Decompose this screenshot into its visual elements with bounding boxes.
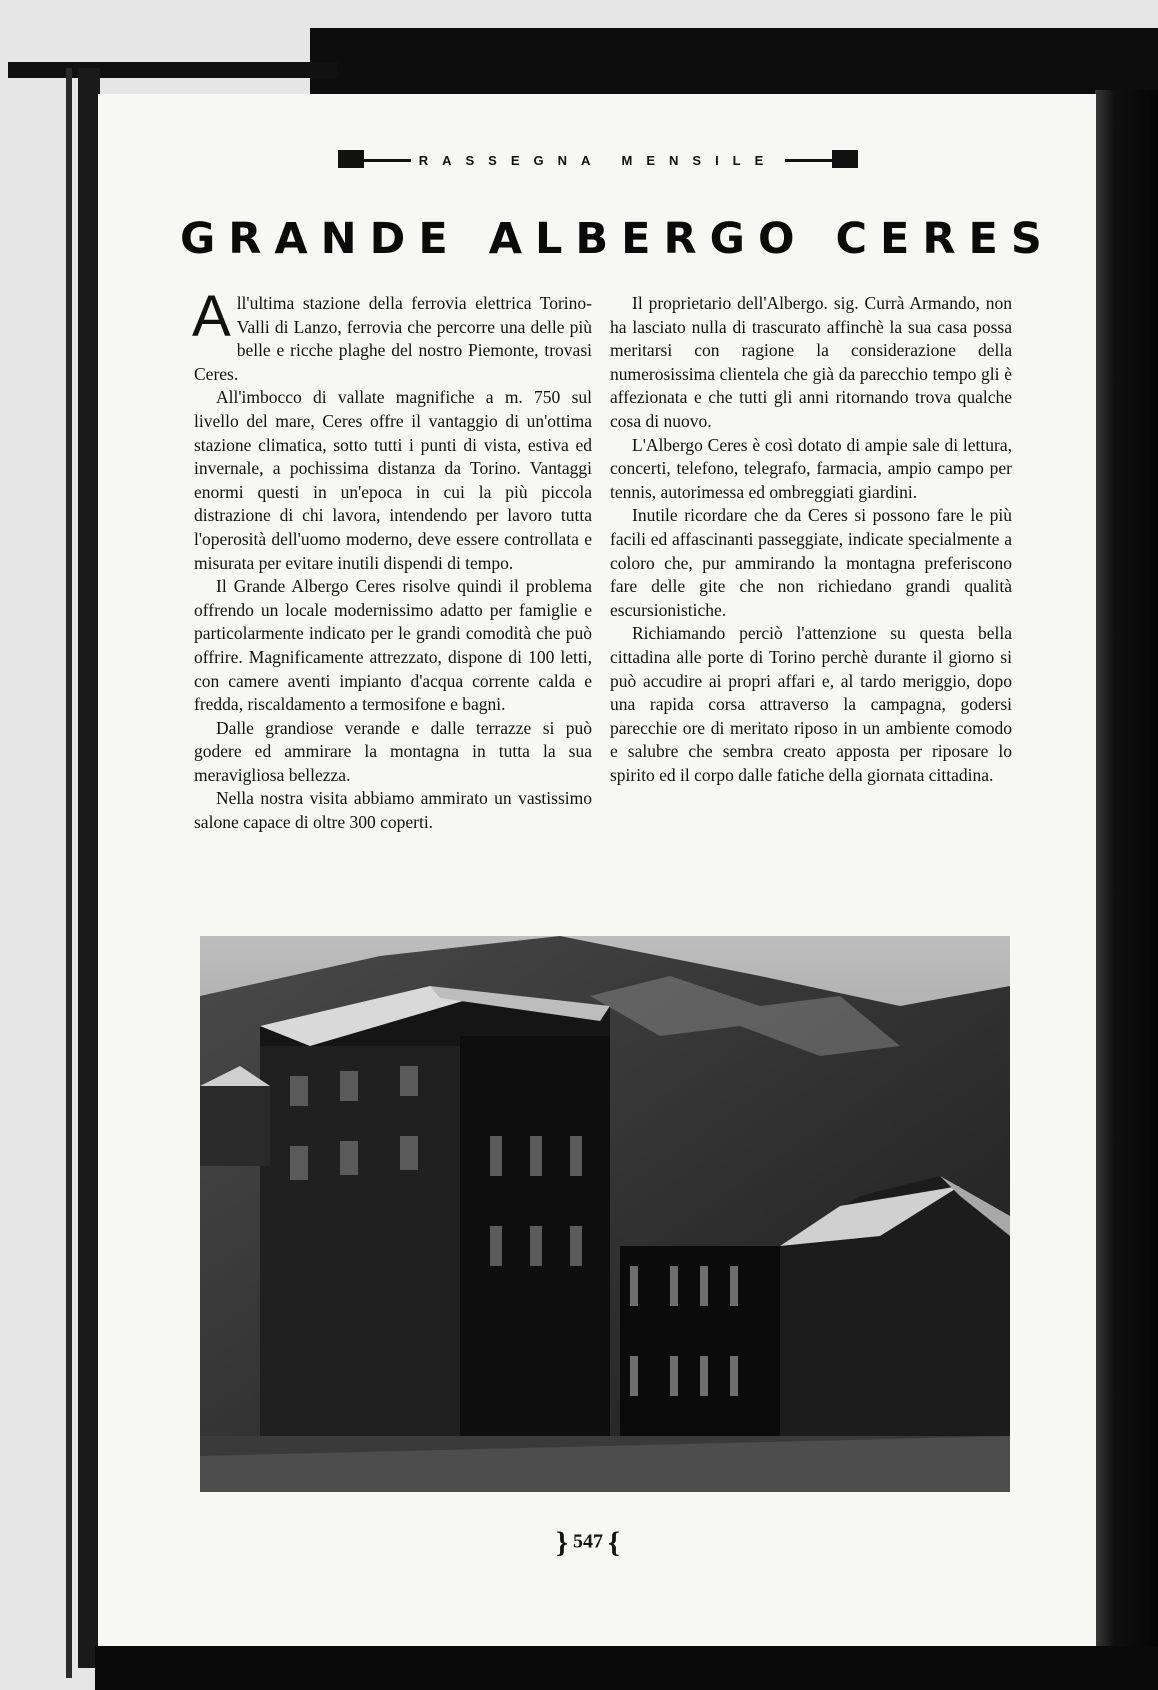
article-title: GRANDE ALBERGO CERES [180, 214, 1055, 264]
magazine-page [98, 94, 1096, 1646]
running-title: RASSEGNA MENSILE [411, 153, 786, 168]
hotel-photo-image [200, 936, 1010, 1492]
paragraph-text: ll'ultima stazione della ferrovia elettrica Torino-Valli di Lanzo, ferrovia che percorre una delle più belle e ricche plaghe del nostro Piemonte, trovasi Ceres. [194, 293, 592, 384]
scan-bottom-shadow [95, 1646, 1158, 1690]
scan-left-line [66, 68, 72, 1678]
drop-cap: A [192, 284, 231, 349]
paragraph: Nella nostra visita abbiamo ammirato un vastissimo salone capace di oltre 300 coperti. [194, 788, 592, 833]
header-mark-right [832, 150, 858, 168]
paragraph: L'Albergo Ceres è così dotato di ampie sale di lettura, concerti, telefono, telegrafo, farmacia, ampio campo per tennis, autorimessa ed ombreggiati giardini. [610, 434, 1012, 502]
paragraph: Il Grande Albergo Ceres risolve quindi il problema offrendo un locale modernissimo adatto per famiglie e particolarmente indicato per le grandi comodità che può offrire. Magnificamente attrezzato, dispone di 100 letti, con camere aventi impianto d'acqua corrente calda e fredda, riscaldamento a termosifone e bagni. [194, 576, 592, 715]
header-mark-left [338, 150, 364, 168]
paragraph: Dalle grandiose verande e dalle terrazze si può godere ed ammirare la montagna in tutta la sua meravigliosa bellezza. [194, 717, 592, 785]
page-number [528, 1526, 648, 1560]
left-column [192, 284, 592, 835]
paragraph: Richiamando perciò l'attenzione su questa bella cittadina alle porte di Torino perchè durante il giorno si può accudire ai propri affari e, al tardo meriggio, dopo una rapida corsa attraverso la campagna, godersi parecchie ore di meritato riposo in un ambiente comodo e salubre che sembra creato apposta per riposare lo spirito ed il corpo dalle fatiche della giornata cittadina. [610, 623, 1012, 785]
paragraph: Il proprietario dell'Albergo. sig. Currà Armando, non ha lasciato nulla di trascurato affinchè la sua casa possa meritarsi con ragione la considerazione della numerosissima clientela che già da parecchio tempo gli è affezionata e che tutti gli anni ritornando trova qualche cosa di nuovo. [610, 293, 1012, 431]
bracket-right-icon: { [608, 1526, 620, 1559]
right-column [610, 292, 1012, 787]
paragraph: Inutile ricordare che da Ceres si possono fare le più facili ed affascinanti passeggiate, indicate specialmente a coloro che, pur ammirando la montagna preferiscono fare delle gite che non richiedano grandi qualità escursionistiche. [610, 505, 1012, 620]
hotel-photo-illustration [200, 936, 1010, 1492]
paragraph: All'imbocco di vallate magnifiche a m. 750 sul livello del mare, Ceres offre il vantaggio di un'ottima stazione climatica, sotto tutti i punti di vista, estiva ed invernale, a pochissima distanza da Torino. Vantaggi enormi questi in un'epoca in cui la più piccola distrazione di chi lavora, intendendo per lavoro tutta l'operosità dell'uomo moderno, deve essere controllata e misurata per evitare inutili dispendi di tempo. [194, 387, 592, 573]
scan-top-shadow [310, 28, 1158, 96]
scan-top-line [8, 62, 338, 78]
scan-left-shadow [78, 68, 100, 1668]
scan-right-shadow [1095, 90, 1158, 1690]
paragraph [192, 284, 592, 386]
bracket-left-icon: } [556, 1526, 568, 1559]
page-number-text: 547 [573, 1530, 603, 1553]
running-header [338, 148, 858, 172]
